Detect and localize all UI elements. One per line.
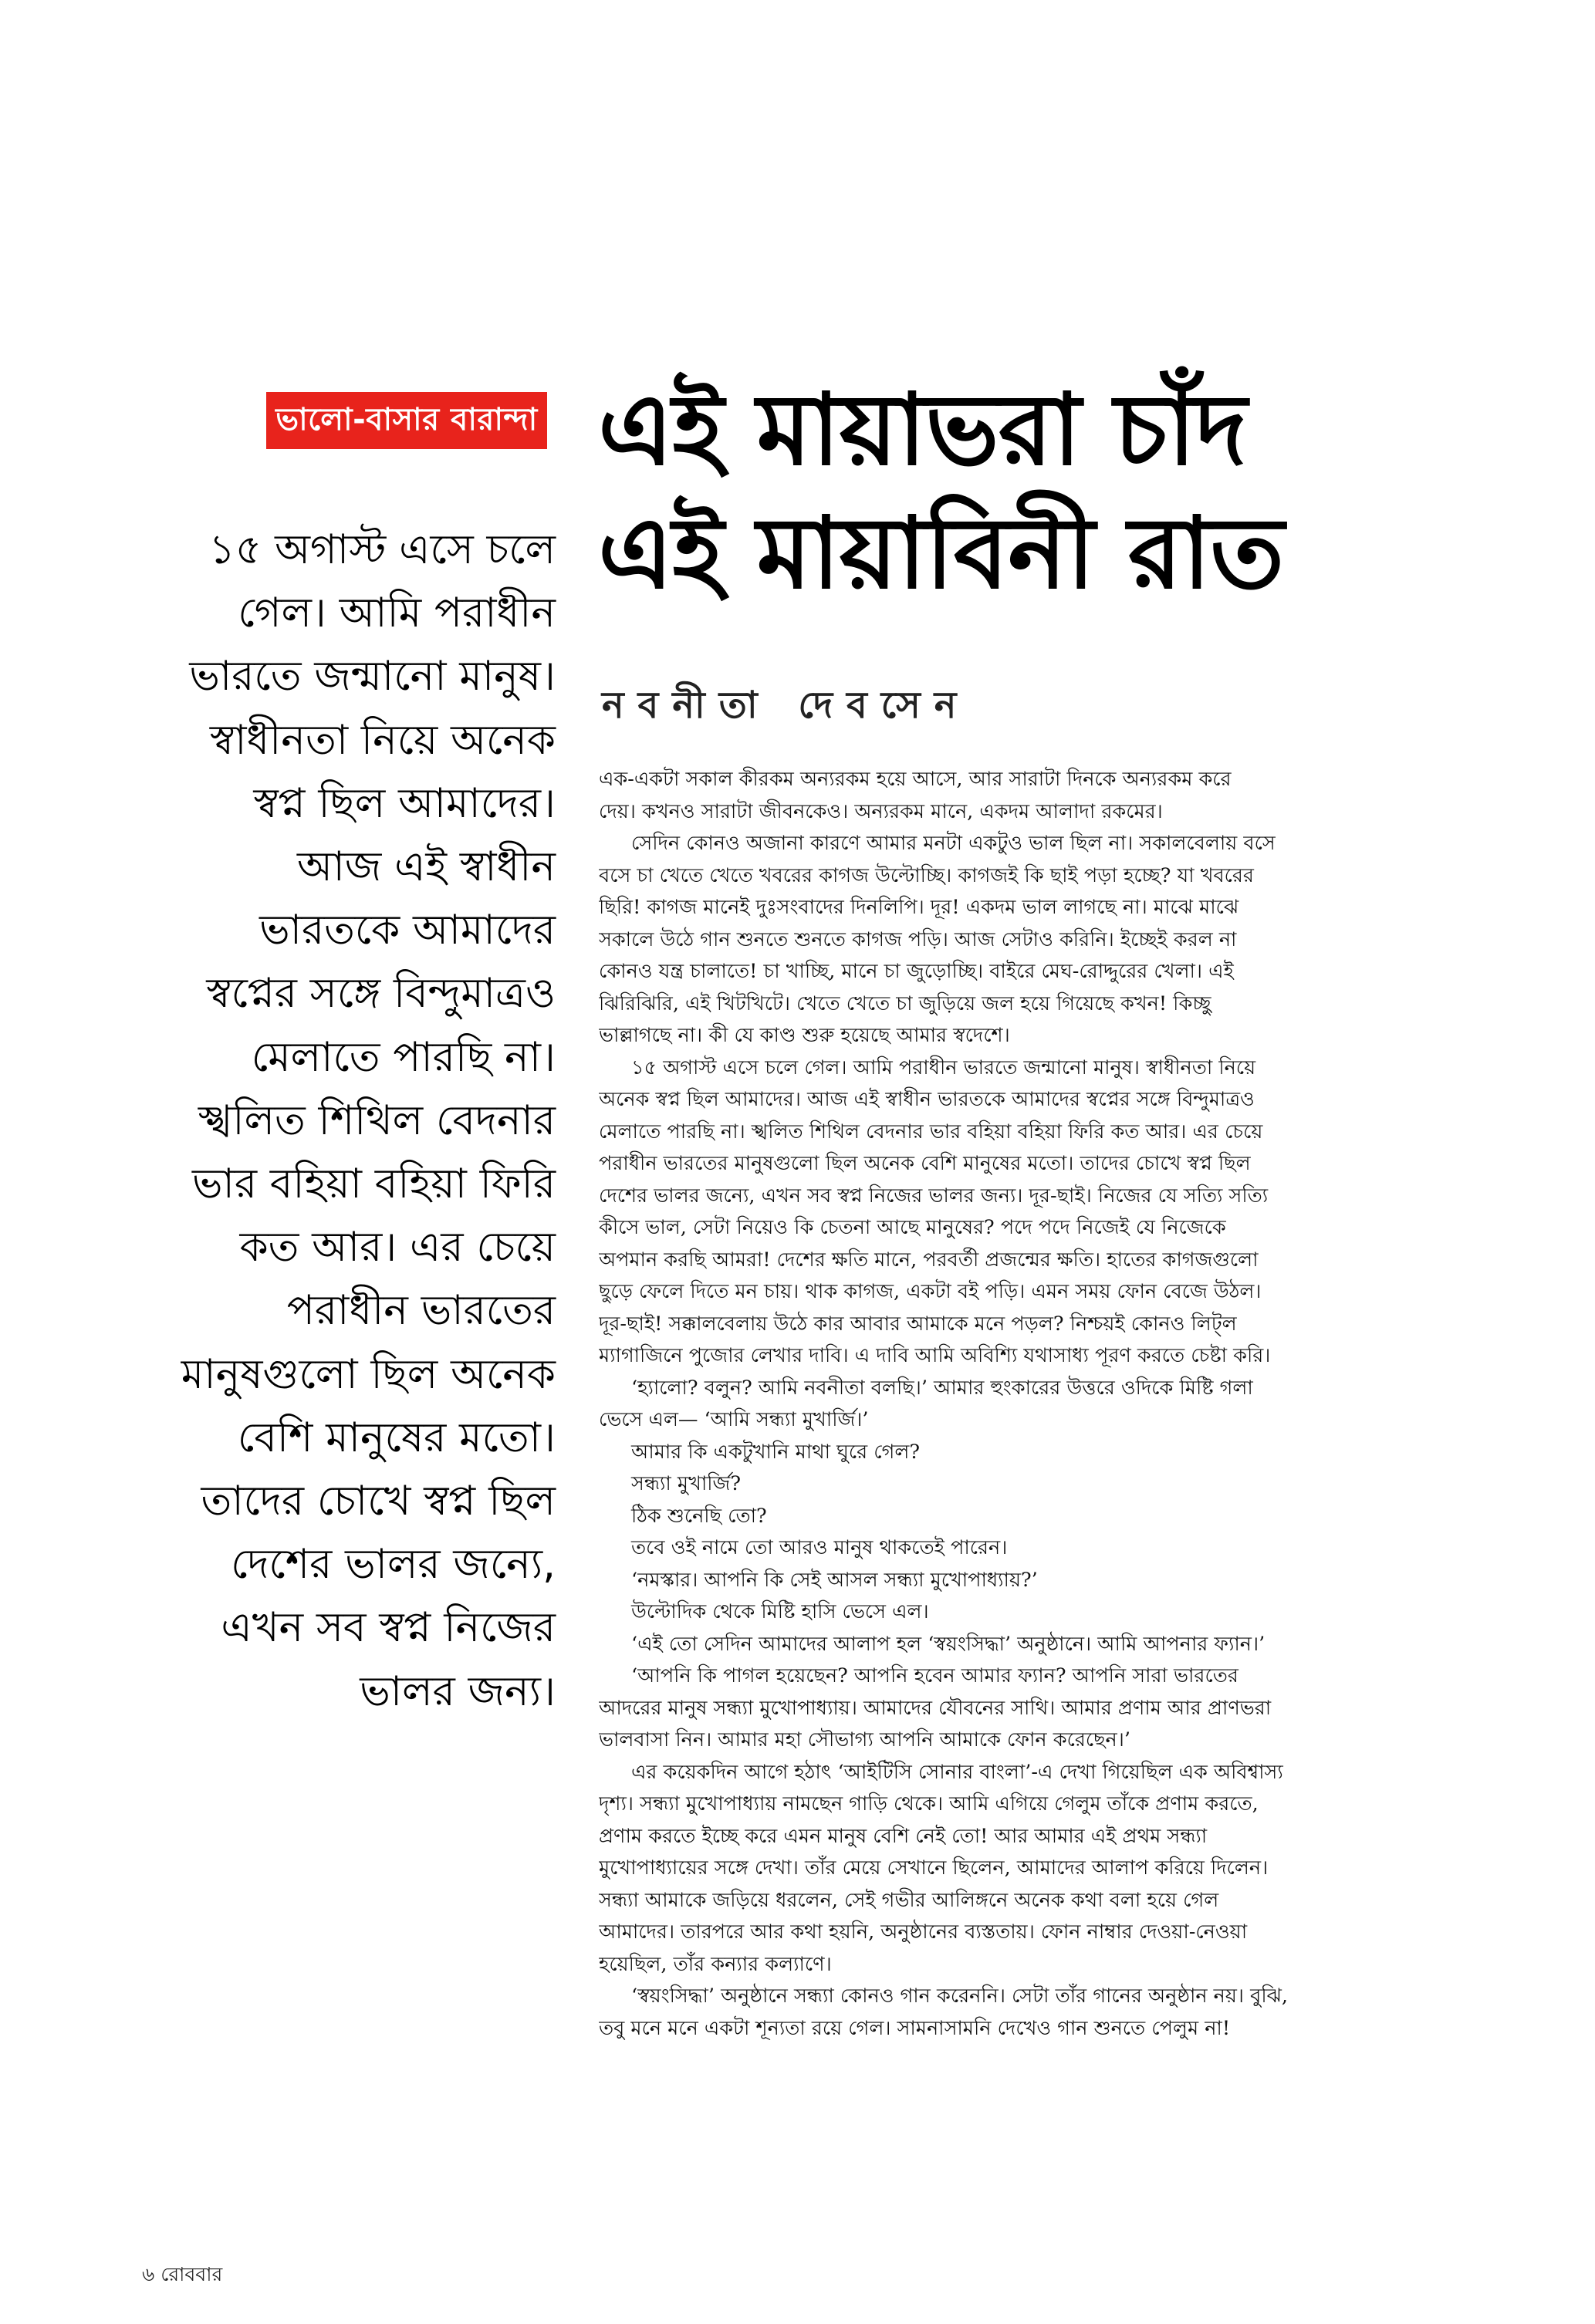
magazine-name: রোববার [161, 2263, 223, 2285]
article-line: ‘এই তো সেদিন আমাদের আলাপ হল ‘স্বয়ংসিদ্ধা’ অনুষ্ঠানে। আমি আপনার ফ্যান।’ [631, 1632, 1266, 1656]
author-byline: নবনীতা দেবসেন [602, 684, 971, 727]
article-line: ম্যাগাজিনে পুজোর লেখার দাবি। এ দাবি আমি অবিশ্যি যথাসাধ্য পূরণ করতে চেষ্টা করি। [599, 1344, 1271, 1367]
article-line: কোনও যন্ত্র চালাতে! চা খাচ্ছি, মানে চা জুড়োচ্ছি। বাইরে মেঘ-রোদ্দুরের খেলা। এই [599, 960, 1234, 983]
pull-quote-line: এখন সব স্বপ্ন নিজের [221, 1604, 556, 1652]
article-line: আমাদের। তারপরে আর কথা হয়নি, অনুষ্ঠানের ব্যস্ততায়। ফোন নাম্বার দেওয়া-নেওয়া [599, 1920, 1248, 1944]
article-line: দেশের ভালর জন্যে, এখন সব স্বপ্ন নিজের ভালর জন্য। দূর-ছাই। নিজের যে সত্যি সত্যি [599, 1184, 1269, 1208]
article-line: ভেসে এল— ‘আমি সন্ধ্যা মুখার্জি।’ [599, 1408, 869, 1431]
pull-quote-line: পরাধীন ভারতের [286, 1287, 556, 1335]
article-line: ঠিক শুনেছি তো? [631, 1504, 767, 1528]
pull-quote-line: স্খলিত শিথিল বেদনার [198, 1096, 556, 1144]
article-line: ১৫ অগাস্ট এসে চলে গেল। আমি পরাধীন ভারতে জন্মানো মানুষ। স্বাধীনতা নিয়ে [631, 1056, 1256, 1079]
article-line: অপমান করছি আমরা! দেশের ক্ষতি মানে, পরবর্তী প্রজন্মের ক্ষতি। হাতের কাগজগুলো [599, 1248, 1259, 1272]
headline-line: এই মায়াবিনী রাত [598, 496, 1284, 611]
article-line: আমার কি একটুখানি মাথা ঘুরে গেল? [631, 1440, 920, 1464]
pull-quote-line: স্বপ্ন ছিল আমাদের। [253, 779, 556, 827]
pull-quote-line: মানুষগুলো ছিল অনেক [181, 1350, 556, 1398]
pull-quote-line: ভারতকে আমাদের [259, 907, 556, 954]
pull-quote-line: ভার বহিয়া বহিয়া ফিরি [192, 1160, 556, 1208]
article-line: দূর-ছাই! সক্কালবেলায় উঠে কার আবার আমাকে মনে পড়ল? নিশ্চয়ই কোনও লিট্‌ল [599, 1312, 1237, 1336]
article-line: অনেক স্বপ্ন ছিল আমাদের। আজ এই স্বাধীন ভারতকে আমাদের স্বপ্নের সঙ্গে বিন্দুমাত্রও [599, 1088, 1255, 1111]
article-line: তবু মনে মনে একটা শূন্যতা রয়ে গেল। সামনাসামনি দেখেও গান শুনতে পেলুম না! [599, 2016, 1231, 2040]
article-line: পরাধীন ভারতের মানুষগুলো ছিল অনেক বেশি মানুষের মতো। তাদের চোখে স্বপ্ন ছিল [599, 1152, 1251, 1175]
article-line: ছিরি! কাগজ মানেই দুঃসংবাদের দিনলিপি। দূর! একদম ভাল লাগছে না। মাঝে মাঝে [599, 896, 1239, 919]
article-line: এর কয়েকদিন আগে হঠাৎ ‘আইটিসি সোনার বাংলা’-এ দেখা গিয়েছিল এক অবিশ্বাস্য [631, 1760, 1283, 1784]
pull-quote-line: গেল। আমি পরাধীন [238, 589, 556, 637]
article-line: ভালবাসা নিন। আমার মহা সৌভাগ্য আপনি আমাকে ফোন করেছেন।’ [599, 1728, 1130, 1751]
article-line: মুখোপাধ্যায়ের সঙ্গে দেখা। তাঁর মেয়ে সেখানে ছিলেন, আমাদের আলাপ করিয়ে দিলেন। [599, 1856, 1269, 1880]
article-line: ঝিরিঝিরি, এই খিটখিটে। খেতে খেতে চা জুড়িয়ে জল হয়ে গিয়েছে কখন! কিচ্ছু [599, 991, 1211, 1015]
pull-quote-line: ভালর জন্য। [360, 1667, 556, 1715]
article-line: সকালে উঠে গান শুনতে শুনতে কাগজ পড়ি। আজ সেটাও করিনি। ইচ্ছেই করল না [599, 927, 1237, 951]
article-line: ‘হ্যালো? বলুন? আমি নবনীতা বলছি।’ আমার হুংকারের উত্তরে ওদিকে মিষ্টি গলা [631, 1376, 1253, 1400]
article-line: সেদিন কোনও অজানা কারণে আমার মনটা একটুও ভাল ছিল না। সকালবেলায় বসে [631, 832, 1276, 855]
article-body [599, 764, 1387, 2045]
pull-quote-line: দেশের ভালর জন্যে, [231, 1541, 556, 1589]
article-line: ভাল্লাগছে না। কী যে কাণ্ড শুরু হয়েছে আমার স্বদেশে। [599, 1024, 1010, 1047]
pull-quote-line: মেলাতে পারছি না। [251, 1033, 556, 1081]
pull-quote-line: স্বাধীনতা নিয়ে অনেক [209, 716, 556, 764]
article-line: ‘নমস্কার। আপনি কি সেই আসল সন্ধ্যা মুখোপাধ্যায়?’ [631, 1568, 1038, 1592]
article-line: ছুড়ে ফেলে দিতে মন চায়। থাক কাগজ, একটা বই পড়ি। এমন সময় ফোন বেজে উঠল। [599, 1280, 1262, 1303]
section-tag: ভালো-বাসার বারান্দা [266, 392, 547, 449]
headline-line: এই মায়াভরা চাঁদ [598, 373, 1247, 488]
article-line: কীসে ভাল, সেটা নিয়েও কি চেতনা আছে মানুষের? পদে পদে নিজেই যে নিজেকে [599, 1216, 1226, 1239]
article-line: দেয়। কখনও সারাটা জীবনকেও। অন্যরকম মানে, একদম আলাদা রকমের। [599, 799, 1163, 823]
pull-quote-line: কত আর। এর চেয়ে [239, 1224, 556, 1272]
pull-quote-line: আজ এই স্বাধীন [297, 843, 556, 891]
headline [598, 369, 1547, 616]
pull-quote-line: স্বপ্নের সঙ্গে বিন্দুমাত্রও [206, 970, 556, 1018]
article-line: সন্ধ্যা আমাকে জড়িয়ে ধরলেন, সেই গভীর আলিঙ্গনে অনেক কথা বলা হয়ে গেল [599, 1888, 1219, 1912]
article-line: ‘আপনি কি পাগল হয়েছেন? আপনি হবেন আমার ফ্যান? আপনি সারা ভারতের [631, 1664, 1238, 1687]
article-line: বসে চা খেতে খেতে খবরের কাগজ উল্টোচ্ছি। কাগজই কি ছাই পড়া হচ্ছে? যা খবরের [599, 863, 1254, 887]
pull-quote [147, 519, 556, 1724]
page-footer [142, 2259, 222, 2292]
article-line: প্রণাম করতে ইচ্ছে করে এমন মানুষ বেশি নেই তো! আর আমার এই প্রথম সন্ধ্যা [599, 1824, 1208, 1848]
pull-quote-line: তাদের চোখে স্বপ্ন ছিল [201, 1478, 556, 1525]
pull-quote-line: বেশি মানুষের মতো। [237, 1414, 556, 1461]
page-number: ৬ [142, 2263, 155, 2285]
article-line: এক-একটা সকাল কীরকম অন্যরকম হয়ে আসে, আর সারাটা দিনকে অন্যরকম করে [599, 768, 1232, 791]
article-line: হয়েছিল, তাঁর কন্যার কল্যাণে। [599, 1952, 832, 1976]
article-line: দৃশ্য। সন্ধ্যা মুখোপাধ্যায় নামছেন গাড়ি থেকে। আমি এগিয়ে গেলুম তাঁকে প্রণাম করতে, [599, 1792, 1259, 1816]
article-line: আদরের মানুষ সন্ধ্যা মুখোপাধ্যায়। আমাদের যৌবনের সাথি। আমার প্রণাম আর প্রাণভরা [599, 1696, 1272, 1720]
pull-quote-line: ভারতে জন্মানো মানুষ। [189, 653, 556, 701]
article-line: ‘স্বয়ংসিদ্ধা’ অনুষ্ঠানে সন্ধ্যা কোনও গান করেননি। সেটা তাঁর গানের অনুষ্ঠান নয়। বুঝি, [631, 1985, 1289, 2008]
article-line: সন্ধ্যা মুখার্জি? [631, 1472, 742, 1495]
article-line: তবে ওই নামে তো আরও মানুষ থাকতেই পারেন। [631, 1536, 1008, 1559]
pull-quote-line: ১৫ অগাস্ট এসে চলে [208, 526, 556, 573]
article-line: মেলাতে পারছি না। স্খলিত শিথিল বেদনার ভার বহিয়া বহিয়া ফিরি কত আর। এর চেয়ে [599, 1120, 1263, 1143]
article-line: উল্টোদিক থেকে মিষ্টি হাসি ভেসে এল। [631, 1600, 929, 1623]
